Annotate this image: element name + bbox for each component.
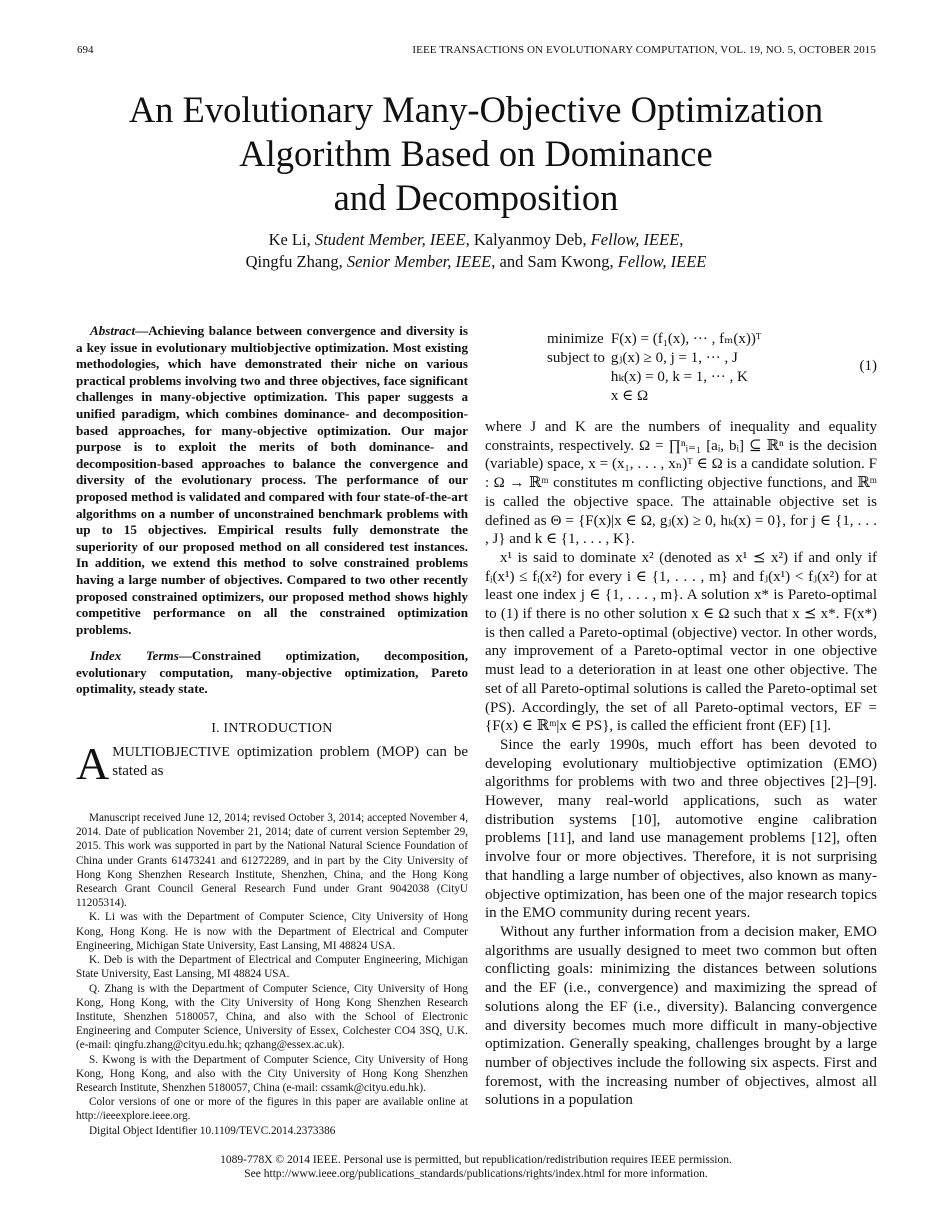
title-line-3: and Decomposition: [333, 177, 619, 218]
body-paragraph-challenges: Without any further information from a decision maker, EMO algorithms are usually designed to meet two common but often conflicting goals: minimizing the distances between solutions and the EF (i.e., convergence) and maximizing the spread of solutions along the EF (i.e., diversity). Balancing convergence and diversity becomes much more difficult in many-objective optimization. Generally speaking, challenges brought by a large number of objectives include the following six aspects. First and foremost, with the increasing number of objectives, almost all solutions in a population: [485, 923, 877, 1109]
rights-link-line: See http://www.ieee.org/publications_standards/publications/rights/index.html for more information.: [244, 1168, 708, 1180]
author-line-2: [76, 251, 876, 273]
author-line-1: [76, 229, 876, 251]
footnote-author-kwong: S. Kwong is with the Department of Computer Science, City University of Hong Kong, Hong Kong, and also with the City University of Hong Kong Shenzhen Research Institute, Shenzhen 5180057, China (e-mail: cssamk@cityu.edu.hk).: [76, 1053, 468, 1094]
drop-cap: A: [76, 738, 110, 790]
equation-1: [485, 330, 877, 410]
abstract: [76, 323, 468, 638]
paper-title: [76, 88, 876, 220]
author-role: Student Member, IEEE: [314, 230, 466, 249]
author-name: Ke Li,: [268, 230, 315, 249]
left-column: [76, 323, 468, 1138]
eq-inequality-constraint: gⱼ(x) ≥ 0, j = 1, ··· , J: [610, 350, 738, 366]
equation-table: [547, 330, 767, 406]
intro-text: MOP) can be stated as: [112, 744, 468, 780]
copyright-footer: [76, 1153, 876, 1181]
author-separator: ,: [679, 230, 684, 249]
right-column: [485, 330, 877, 1110]
body-paragraph-dominance: x¹ is said to dominate x² (denoted as x¹ ⪯ x²) if and only if fᵢ(x¹) ≤ fᵢ(x²) for every i ∈ {1, . . . , m} and fⱼ(x¹) < fⱼ(x²) for at least one index j ∈ {1, . . . , m}. A solution x* is Pareto-optimal to (1) if there is no other solution x ∈ Ω such that x ⪯ x*. F(x*) is then called a Pareto-optimal (objective) vector. In other words, any improvement of a Pareto-optimal vector in one objective must lead to a deterioration in at least one other objective. The set of all Pareto-optimal solutions is called the Pareto-optimal set (PS). Accordingly, the set of all Pareto-optimal vectors, EF = {F(x) ∈ ℝᵐ|x ∈ PS}, is called the efficient front (EF) [1].: [485, 549, 877, 735]
eq-subject-to-label: subject to: [547, 350, 605, 366]
intro-mid: optimization problem (: [229, 744, 382, 761]
intro-paragraph: [76, 738, 468, 790]
equation-number: (1): [859, 358, 877, 374]
eq-objective: F(x) = (f₁(x), ··· , fₘ(x))ᵀ: [610, 331, 762, 347]
section-number: I.: [211, 720, 220, 736]
author-role: Fellow, IEEE: [590, 230, 680, 249]
title-line-2: Algorithm Based on Dominance: [239, 133, 713, 174]
section-title-rest: NTRODUCTION: [228, 721, 333, 737]
author-name: , and Sam Kwong,: [491, 252, 618, 271]
footnote-author-deb: K. Deb is with the Department of Electrical and Computer Engineering, Michigan State University, East Lansing, MI 48824 USA.: [76, 954, 468, 981]
running-header: IEEE TRANSACTIONS ON EVOLUTIONARY COMPUTATION, VOL. 19, NO. 5, OCTOBER 2015: [412, 44, 876, 56]
abstract-text: —Achieving balance between convergence and diversity is a key issue in evolutionary multiobjective optimization. Most existing methodologies, which have demonstrated their niche on various practical problems involving two and three objectives, face significant challenges in many-objective optimization. This paper suggests a unified paradigm, which combines dominance- and decomposition-based approaches, for many-objective optimization. Our major purpose is to exploit the merits of both dominance- and decomposition-based approaches to balance the convergence and diversity of the evolutionary process. The performance of our proposed method is validated and compared with four state-of-the-art algorithms on a number of unconstrained benchmark problems with up to 15 objectives. Empirical results fully demonstrate the superiority of our proposed method on all considered test instances. In addition, we extend this method to solve constrained problems having a large number of objectives. Compared to two other recently proposed constrained optimizers, our proposed method shows highly competitive performance on all the constrained optimization problems.: [76, 323, 468, 637]
intro-smallcaps: MULTIOBJECTIVE: [112, 745, 230, 761]
footnote-author-li: K. Li was with the Department of Computer Science, City University of Hong Kong, Hong Kong. He is now with the Department of Electrical and Computer Engineering, Michigan State University, East Lansing, MI 48824 USA.: [76, 911, 468, 952]
author-role: Fellow, IEEE: [617, 252, 707, 271]
section-title-initial: I: [223, 720, 229, 736]
body-paragraph-definitions: where J and K are the numbers of inequality and equality constraints, respectively. Ω = ∏ⁿᵢ₌₁ [aᵢ, bᵢ] ⊆ ℝⁿ is the decision (variable) space, x = (x₁, . . . , xₙ)ᵀ ∈ Ω is a candidate solution. F : Ω → ℝᵐ constitutes m conflicting objective functions, and ℝᵐ is called the objective space. The attainable objective set is defined as Θ = {F(x)|x ∈ Ω, gⱼ(x) ≥ 0, hₖ(x) = 0}, for j ∈ {1, . . . , J} and k ∈ {1, . . . , K}.: [485, 419, 877, 548]
footnote-color-versions: Color versions of one or more of the figures in this paper are available online at http://ieeexplore.ieee.org.: [76, 1096, 468, 1123]
footnote-manuscript: Manuscript received June 12, 2014; revised October 3, 2014; accepted November 4, 2014. Date of publication November 21, 2014; date of current version September 29, 2015. This work was supported in part by the National Natural Science Foundation of China under Grants 61473241 and 61272289, and in part by the City University of Hong Kong Shenzhen Research Institute, Shenzhen, China, and the Hong Kong Research Grant Council General Research Fund under Grant 9042038 (CityU 11205314).: [76, 812, 468, 910]
author-name: Qingfu Zhang,: [245, 252, 347, 271]
footnotes: [76, 811, 468, 1138]
footnote-author-zhang: Q. Zhang is with the Department of Computer Science, City University of Hong Kong, Hong Kong, with the City University of Hong Kong Shenzhen Research Institute, Shenzhen 5180057, China, and also with the School of Electronic Engineering and Computer Science, University of Essex, Colchester CO4 3SQ, U.K. (e-mail: qingfu.zhang@cityu.edu.hk; qzhang@essex.ac.uk).: [76, 982, 468, 1052]
eq-minimize-label: minimize: [547, 331, 604, 347]
eq-equality-constraint: hₖ(x) = 0, k = 1, ··· , K: [610, 369, 748, 385]
copyright-line: 1089-778X © 2014 IEEE. Personal use is permitted, but republication/redistribution requires IEEE permission.: [220, 1154, 732, 1166]
index-terms-label: Index Terms: [90, 648, 179, 664]
title-line-1: An Evolutionary Many-Objective Optimization: [128, 89, 824, 130]
index-terms-text: —Constrained optimization, decomposition, evolutionary computation, many-objective optimization, Pareto optimality, steady state.: [76, 648, 468, 697]
body-paragraph-history: Since the early 1990s, much effort has been devoted to developing evolutionary multiobjective optimization (EMO) algorithms for problems with two and three objectives [2]–[9]. However, many real-world applications, such as water distribution systems [10], automotive engine calibration problems [11], and land use management problems [12], often involve four or more objectives. Therefore, it is not surprising that handling a large number of objectives, also known as many-objective optimization, has been one of the major research topics in the EMO community during recent years.: [485, 736, 877, 922]
section-heading: [76, 720, 468, 737]
author-list: [76, 229, 876, 273]
page-number: 694: [77, 44, 94, 56]
eq-domain-constraint: x ∈ Ω: [610, 388, 649, 404]
footnote-doi: Digital Object Identifier 10.1109/TEVC.2014.2373386: [89, 1124, 336, 1137]
author-role: Senior Member, IEEE: [346, 252, 492, 271]
abstract-label: Abstract: [90, 323, 136, 338]
author-name: , Kalyanmoy Deb,: [465, 230, 591, 249]
index-terms: [76, 648, 468, 698]
